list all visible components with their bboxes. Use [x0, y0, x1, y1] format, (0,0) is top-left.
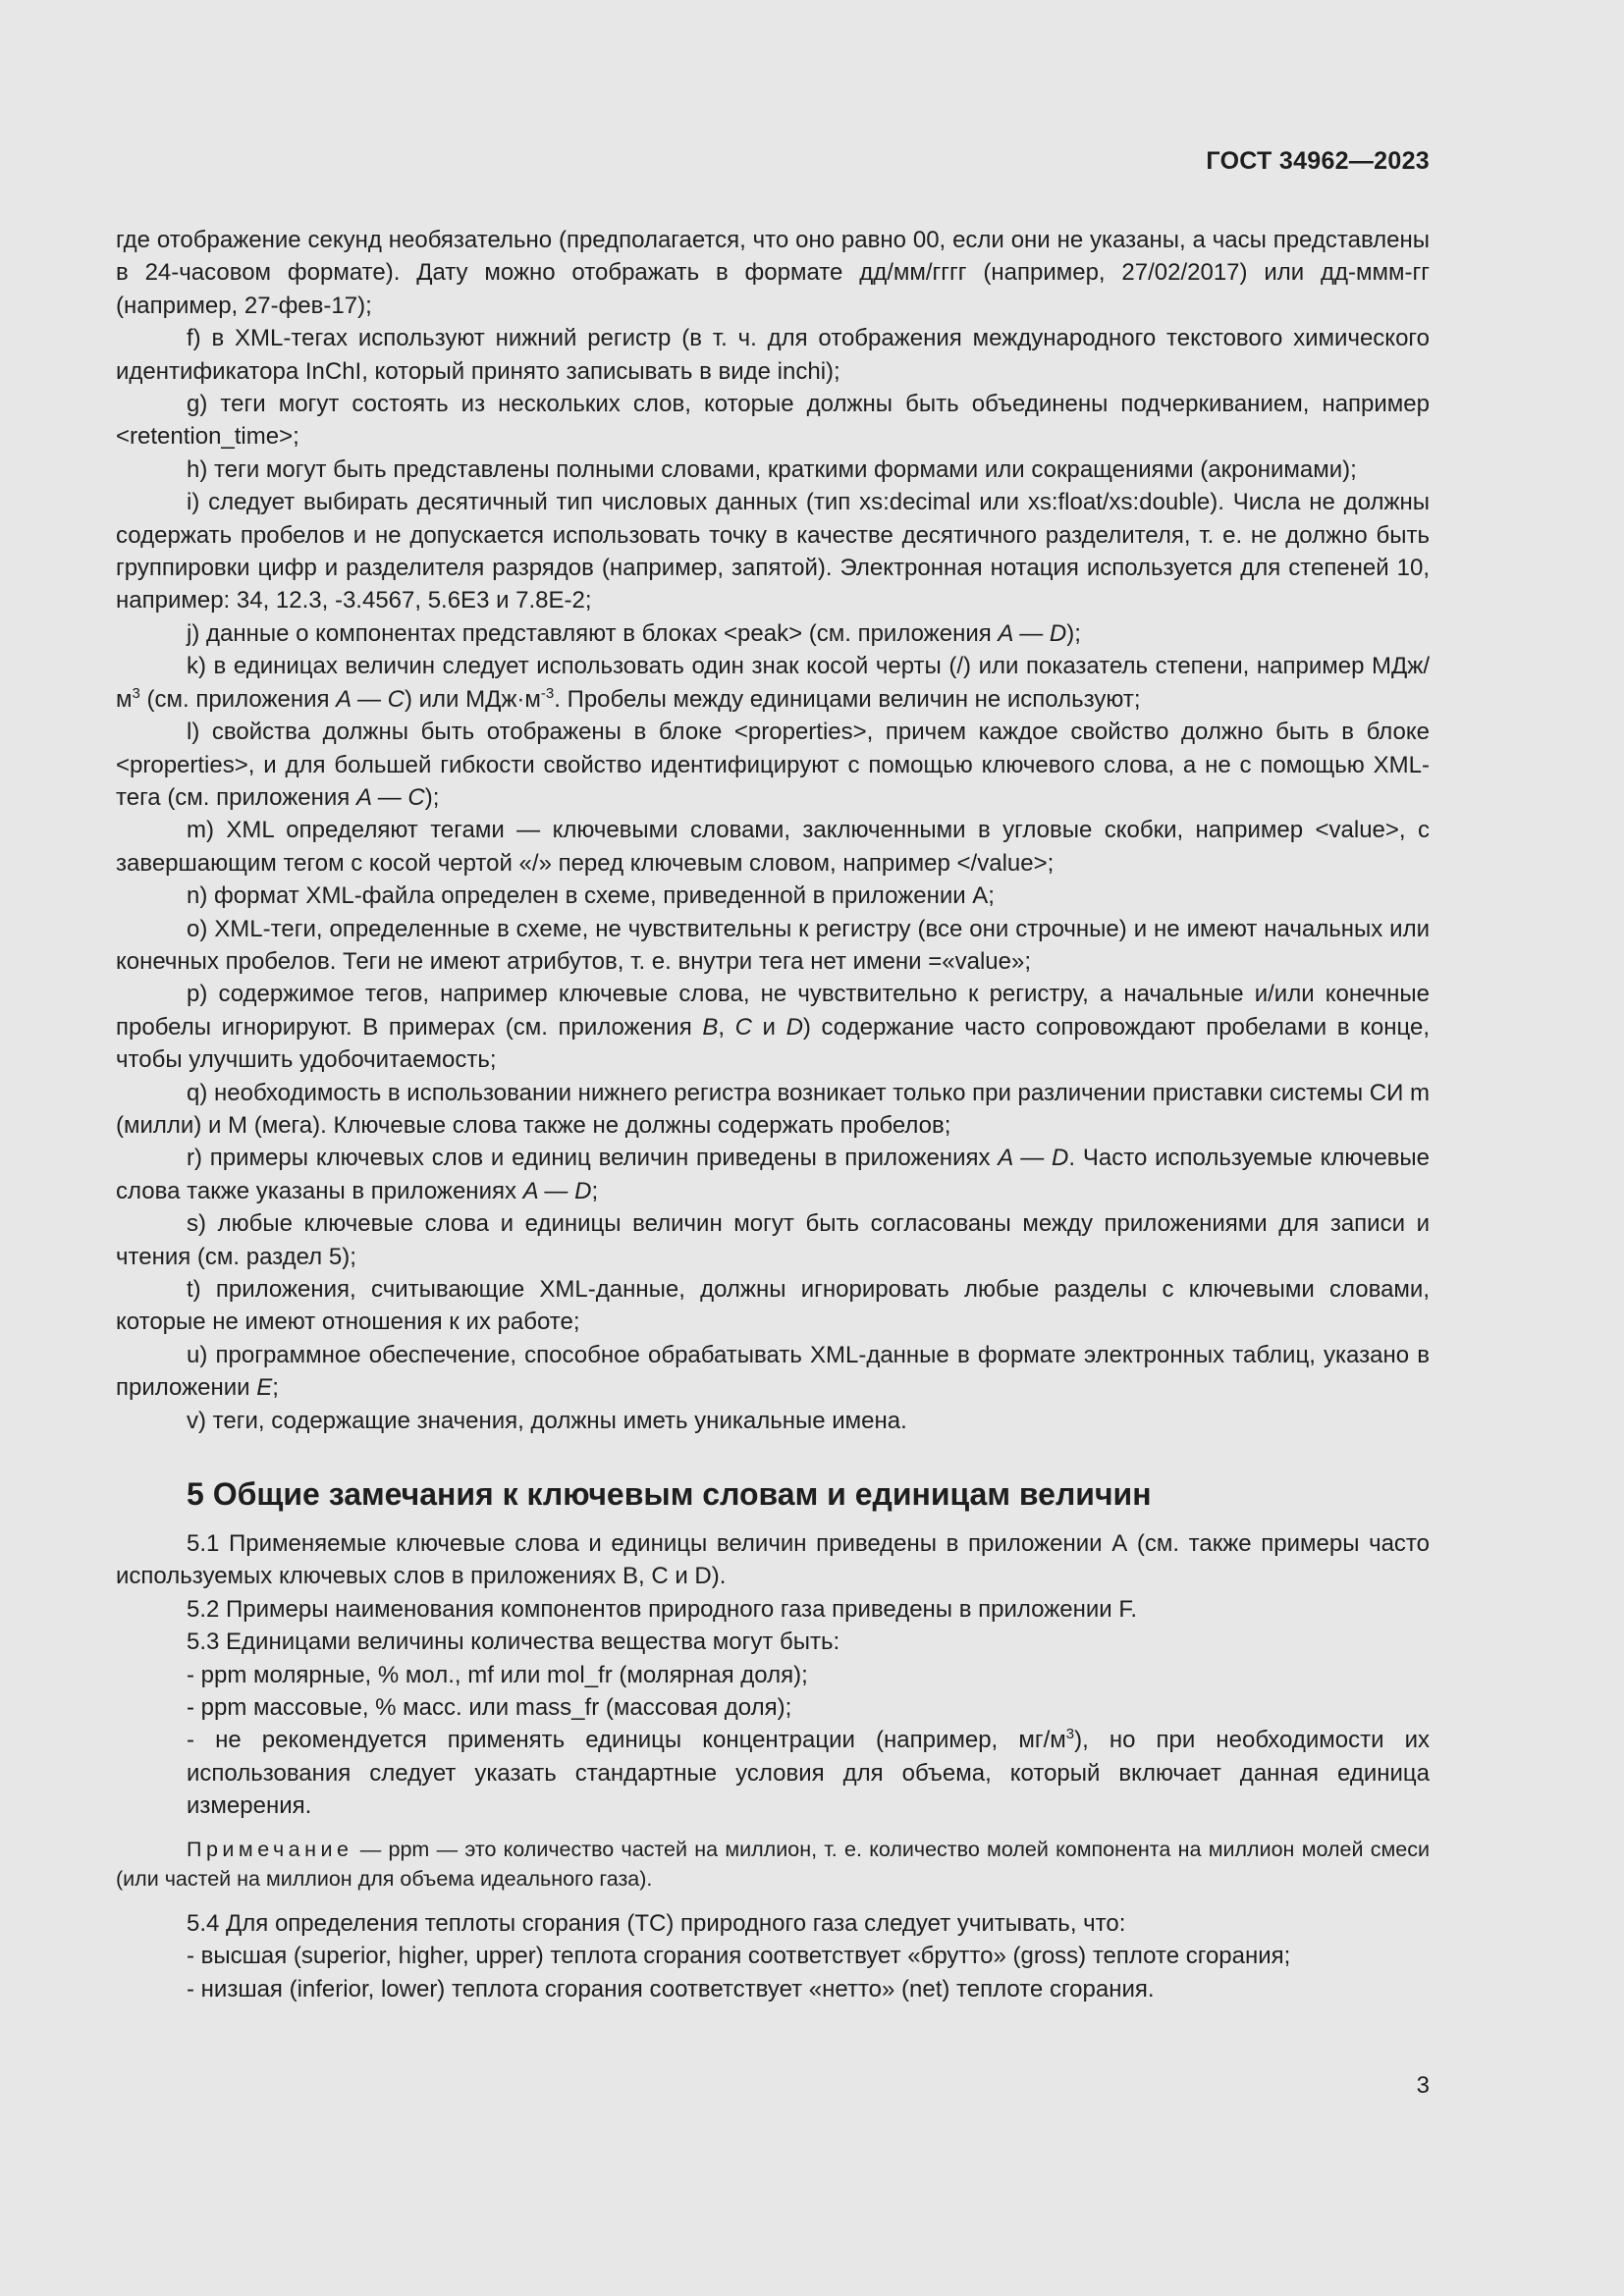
italic-ref: A — D	[522, 1177, 592, 1204]
paragraph-q	[116, 1077, 1430, 1143]
text-run: v) теги, содержащие значения, должны иметь уникальные имена.	[187, 1407, 907, 1434]
note-label: Примечание	[187, 1837, 353, 1861]
paragraph-5-3-c	[116, 1724, 1430, 1822]
text-run: );	[1066, 619, 1081, 647]
text-run: где отображение секунд необязательно (предполагается, что оно равно 00, если они не указаны, а часы представлены в 24-часовом формате). Дату можно отображать в формате дд/мм/гггг (например, 27/02/2017) или дд-ммм-гг (например, 27-фев-17);	[116, 227, 1430, 319]
text-run: q) необходимость в использовании нижнего регистра возникает только при различении приставки системы СИ m (милли) и M (мега). Ключевые слова также не должны содержать пробелов;	[116, 1079, 1430, 1139]
text-run: t) приложения, считывающие XML-данные, должны игнорировать любые разделы с ключевыми словами, которые не имеют отношения к их работе;	[116, 1276, 1430, 1336]
text-run: p) содержимое тегов, например ключевые слова, не чувствительно к регистру, а начальные и/или конечные пробелы игнорируют. В примерах (см. приложения	[116, 981, 1430, 1041]
text-run: f) в XML-тегах используют нижний регистр (в т. ч. для отображения международного текстового химического идентификатора InChI, который принято записывать в виде inchi);	[116, 325, 1430, 385]
paragraph-r	[116, 1142, 1430, 1207]
text-run: g) теги могут состоять из нескольких слов, которые должны быть объединены подчеркиванием, например <retention_time>;	[116, 391, 1430, 451]
paragraph-o	[116, 913, 1430, 979]
text-run: - высшая (superior, higher, upper) теплота сгорания соответствует «брутто» (gross) теплоте сгорания;	[187, 1943, 1291, 1970]
note	[116, 1835, 1430, 1894]
paragraph-f	[116, 322, 1430, 388]
text-run: l) свойства должны быть отображены в блоке <properties>, причем каждое свойство должно быть в блоке <properties>, и для большей гибкости свойство идентифицируют с помощью ключевого слова, а не с помощью XML-тега (см. приложения	[116, 719, 1430, 811]
text-run: m) XML определяют тегами — ключевыми словами, заключенными в угловые скобки, например <value>, с завершающим тегом с косой чертой «/» перед ключевым словом, например </value>;	[116, 817, 1430, 877]
superscript: 3	[1065, 1726, 1075, 1743]
text-run: );	[424, 783, 440, 811]
paragraph-5-3-a	[116, 1659, 1430, 1691]
text-run: - не рекомендуется применять единицы концентрации (например, мг/м	[187, 1727, 1066, 1754]
text-run: n) формат XML-файла определен в схеме, приведенной в приложении А;	[187, 882, 995, 910]
text-run: s) любые ключевые слова и единицы величин могут быть согласованы между приложениями для записи и чтения (см. раздел 5);	[116, 1210, 1430, 1270]
paragraph-p	[116, 978, 1430, 1076]
paragraph-l	[116, 716, 1430, 814]
text-run: j) данные о компонентах представляют в блоках <peak> (см. приложения	[187, 619, 999, 647]
text-run: u) программное обеспечение, способное обрабатывать XML-данные в формате электронных таблиц, указано в приложении	[116, 1341, 1430, 1402]
text-run: - ppm молярные, % мол., mf или mol_fr (молярная доля);	[187, 1661, 808, 1688]
paragraph-5-3	[116, 1626, 1430, 1658]
superscript: 3	[132, 684, 140, 702]
italic-ref: A — D	[998, 619, 1067, 647]
text-run: o) XML-теги, определенные в схеме, не чувствительны к регистру (все они строчные) и не имеют начальных или конечных пробелов. Теги не имеют атрибутов, т. е. внутри тега нет имени =«value»;	[116, 915, 1430, 975]
italic-ref: C	[734, 1013, 752, 1041]
text-run: r) примеры ключевых слов и единиц величин приведены в приложениях	[187, 1145, 999, 1172]
text-run: i) следует выбирать десятичный тип числовых данных (тип xs:decimal или xs:float/xs:double). Числа не должны содержать пробелов и не допускается использовать точку в качестве десятичного разделителя, т. е. не должно быть группировки цифр и разделителя разрядов (например, запятой). Электронная нотация используется для степеней 10, например: 34, 12.3, -3.4567, 5.6E3 и 7.8E-2;	[116, 489, 1430, 614]
text-run: . Часто используемые ключевые слова также указаны в приложениях	[116, 1145, 1431, 1204]
text-run: ), но при необходимости их использования следует указать стандартные условия для объема, который включает данная единица измерения.	[187, 1727, 1430, 1820]
paragraph-5-4-a	[116, 1940, 1430, 1972]
superscript: -3	[540, 684, 555, 702]
paragraph-s	[116, 1207, 1430, 1273]
paragraph-i	[116, 486, 1430, 617]
italic-ref: A — C	[355, 783, 425, 811]
paragraph-u	[116, 1339, 1430, 1405]
text-run: 5.2 Примеры наименования компонентов природного газа приведены в приложении F.	[187, 1595, 1138, 1623]
text-run: - низшая (inferior, lower) теплота сгорания соответствует «нетто» (net) теплоте сгорания.	[187, 1975, 1155, 2002]
text-run: ;	[272, 1374, 279, 1402]
text-run: 5.3 Единицами величины количества вещества могут быть:	[187, 1629, 840, 1656]
page-number: 3	[1416, 2072, 1430, 2099]
paragraph-k	[116, 650, 1430, 716]
paragraph-5-2	[116, 1593, 1430, 1626]
paragraph-5-4-b	[116, 1973, 1430, 2005]
italic-ref: D	[785, 1013, 803, 1041]
text-run: (см. приложения	[139, 685, 337, 713]
text-run: h) теги могут быть представлены полными словами, краткими формами или сокращениями (акронимами);	[187, 455, 1357, 483]
text-run: ,	[718, 1013, 735, 1041]
text-run: и	[751, 1013, 786, 1041]
section-heading: 5 Общие замечания к ключевым словам и единицам величин	[187, 1476, 1152, 1513]
text-run: 5.4 Для определения теплоты сгорания (ТС) природного газа следует учитывать, что:	[187, 1909, 1126, 1937]
paragraph-h	[116, 454, 1430, 486]
paragraph-t	[116, 1273, 1430, 1339]
text-run: ) или МДж·м	[404, 685, 541, 713]
note-text: — ppm — это количество частей на миллион, т. е. количество молей компонента на миллион молей смеси (или частей на миллион для объема идеального газа).	[116, 1837, 1430, 1891]
italic-ref: B	[702, 1013, 719, 1041]
standard-code: ГОСТ 34962—2023	[1206, 147, 1430, 175]
section-paragraphs	[116, 1527, 1430, 1823]
body-text	[116, 224, 1430, 2005]
italic-ref: A — D	[998, 1145, 1069, 1172]
paragraph-5-4	[116, 1907, 1430, 1940]
section-paragraphs-after	[116, 1907, 1430, 2005]
paragraph-5-3-b	[116, 1691, 1430, 1724]
paragraph-m	[116, 814, 1430, 880]
paragraph-n	[116, 880, 1430, 912]
text-run: . Пробелы между единицами величин не используют;	[554, 685, 1141, 713]
paragraph-g	[116, 388, 1430, 454]
text-run: ;	[591, 1177, 599, 1204]
italic-ref: A — C	[336, 685, 405, 713]
paragraph-v	[116, 1405, 1430, 1437]
list-items	[116, 224, 1430, 1437]
text-run: ) содержание часто сопровождают пробелами в конце, чтобы улучшить удобочитаемость;	[116, 1013, 1431, 1074]
text-run: k) в единицах величин следует использовать один знак косой черты (/) или показатель степени, например МДж/м	[116, 653, 1430, 713]
italic-ref: E	[256, 1374, 273, 1402]
paragraph-e-cont	[116, 224, 1430, 322]
paragraph-5-1	[116, 1527, 1430, 1593]
paragraph-j	[116, 617, 1430, 650]
text-run: 5.1 Применяемые ключевые слова и единицы величин приведены в приложении А (см. также примеры часто используемых ключевых слов в приложениях В, С и D).	[116, 1530, 1430, 1590]
text-run: - ppm массовые, % масс. или mass_fr (массовая доля);	[187, 1694, 792, 1722]
